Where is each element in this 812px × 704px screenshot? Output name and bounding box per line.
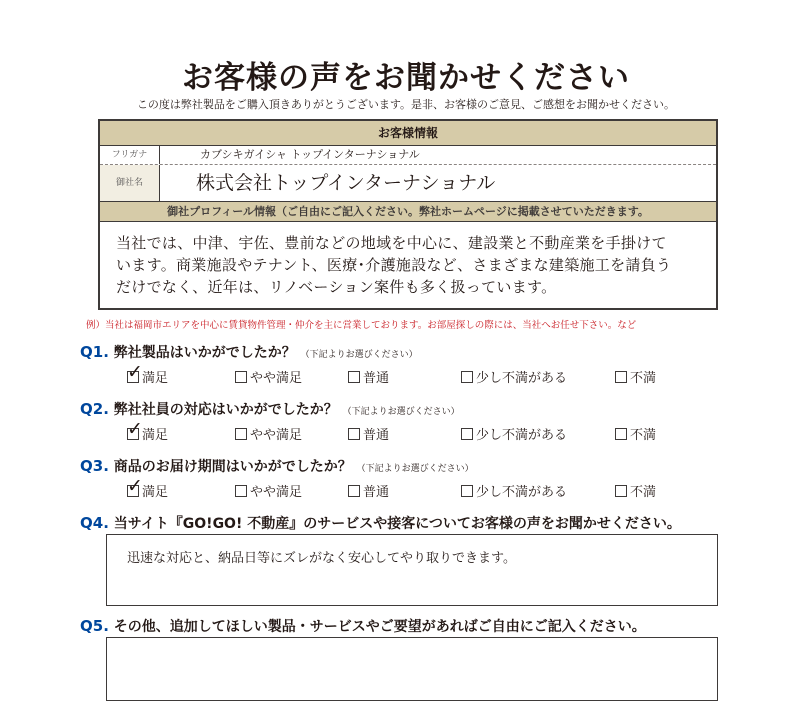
option-satisfied[interactable] xyxy=(127,417,169,443)
option-label: 満足 xyxy=(142,428,169,443)
q4-answer-field[interactable] xyxy=(106,534,718,606)
example-note: 例）当社は福岡市エリアを中心に賃貸物件管理・仲介を主に営業しております。お部屋探しの際には、当社へお任せ下さい。など xyxy=(86,320,637,331)
customer-info-panel xyxy=(98,119,718,310)
option-label: やや満足 xyxy=(250,428,303,443)
checkbox-icon[interactable] xyxy=(348,485,360,497)
option-label: 少し不満がある xyxy=(476,371,568,386)
page-title: お客様の声をお聞かせください xyxy=(182,60,630,96)
question-text: 商品のお届け期間はいかがでしたか？ xyxy=(113,459,352,475)
option-label: 不満 xyxy=(630,485,657,500)
option-label: 少し不満がある xyxy=(476,428,568,443)
question-hint: （下記よりお選びください） xyxy=(300,350,418,360)
question-hint: （下記よりお選びください） xyxy=(356,464,474,474)
kana-row xyxy=(100,146,716,165)
checkbox-icon[interactable] xyxy=(235,371,247,383)
question-2 xyxy=(80,399,460,419)
option-label: 不満 xyxy=(630,428,657,443)
company-name-field[interactable]: 株式会社トップインターナショナル xyxy=(196,172,496,194)
checkbox-icon[interactable] xyxy=(615,485,627,497)
question-5 xyxy=(80,616,646,636)
question-text: 弊社製品はいかがでしたか？ xyxy=(113,345,296,361)
profile-header: 御社プロフィール情報（ご自由にご記入ください。弊社ホームページに掲載させていただきます。 xyxy=(100,202,716,222)
option-label: 不満 xyxy=(630,371,657,386)
checkbox-icon[interactable] xyxy=(235,428,247,440)
checkbox-icon[interactable] xyxy=(235,485,247,497)
checkmark-icon: ✓ xyxy=(127,360,143,383)
checkbox-icon[interactable] xyxy=(615,428,627,440)
question-4 xyxy=(80,513,681,533)
option-label: 満足 xyxy=(142,485,169,500)
option-label: 普通 xyxy=(363,428,390,443)
profile-field[interactable] xyxy=(116,232,706,298)
checkbox-icon[interactable] xyxy=(461,428,473,440)
checkbox-icon[interactable] xyxy=(461,485,473,497)
company-name-row xyxy=(100,165,716,202)
checkbox-icon[interactable] xyxy=(348,371,360,383)
option-slightly-dissatisfied[interactable] xyxy=(461,367,567,386)
option-somewhat-satisfied[interactable] xyxy=(235,367,302,386)
checkmark-icon: ✓ xyxy=(127,474,143,497)
option-dissatisfied[interactable] xyxy=(615,481,656,500)
question-number: Q4. xyxy=(80,514,109,532)
question-text: 弊社社員の対応はいかがでしたか？ xyxy=(113,402,338,418)
option-neutral[interactable] xyxy=(348,424,389,443)
checkbox-icon[interactable] xyxy=(615,371,627,383)
checkbox-icon[interactable] xyxy=(127,417,143,440)
option-dissatisfied[interactable] xyxy=(615,367,656,386)
option-slightly-dissatisfied[interactable] xyxy=(461,481,567,500)
q5-answer-field[interactable] xyxy=(106,637,718,701)
profile-line: だけでなく、近年は、リノベーション案件も多く扱っています。 xyxy=(116,278,557,296)
option-dissatisfied[interactable] xyxy=(615,424,656,443)
question-text: 当サイト『GO!GO! 不動産』のサービスや接客についてお客様の声をお聞かせください。 xyxy=(113,516,681,532)
option-neutral[interactable] xyxy=(348,367,389,386)
customer-info-header: お客様情報 xyxy=(100,121,716,146)
option-label: やや満足 xyxy=(250,485,303,500)
question-1 xyxy=(80,342,418,362)
option-label: 満足 xyxy=(142,371,169,386)
option-satisfied[interactable] xyxy=(127,360,169,386)
checkbox-icon[interactable] xyxy=(348,428,360,440)
option-neutral[interactable] xyxy=(348,481,389,500)
question-number: Q5. xyxy=(80,617,109,635)
profile-line: 当社では、中津、宇佐、豊前などの地域を中心に、建設業と不動産業を手掛けて xyxy=(116,234,667,252)
question-number: Q2. xyxy=(80,400,109,418)
option-label: 普通 xyxy=(363,371,390,386)
option-satisfied[interactable] xyxy=(127,474,169,500)
profile-line: います。商業施設やテナント、医療･介護施設など、さまざまな建築施工を請負う xyxy=(116,256,672,274)
question-3 xyxy=(80,456,474,476)
checkbox-icon[interactable] xyxy=(461,371,473,383)
question-number: Q3. xyxy=(80,457,109,475)
company-name-label: 御社名 xyxy=(100,165,160,201)
kana-field[interactable]: カブシキガイシャ トップインターナショナル xyxy=(200,148,420,161)
option-label: 普通 xyxy=(363,485,390,500)
checkmark-icon: ✓ xyxy=(127,417,143,440)
checkbox-icon[interactable] xyxy=(127,474,143,497)
question-number: Q1. xyxy=(80,343,109,361)
option-somewhat-satisfied[interactable] xyxy=(235,481,302,500)
q4-answer-text: 迅速な対応と、納品日等にズレがなく安心してやり取りできます。 xyxy=(127,551,516,566)
question-text: その他、追加してほしい製品・サービスやご要望があればご自由にご記入ください。 xyxy=(113,619,646,635)
kana-label: フリガナ xyxy=(100,146,160,164)
option-label: 少し不満がある xyxy=(476,485,568,500)
option-slightly-dissatisfied[interactable] xyxy=(461,424,567,443)
question-hint: （下記よりお選びください） xyxy=(342,407,460,417)
page-subtitle: この度は弊社製品をご購入頂きありがとうございます。是非、お客様のご意見、ご感想をお聞かせください。 xyxy=(136,98,676,111)
option-label: やや満足 xyxy=(250,371,303,386)
option-somewhat-satisfied[interactable] xyxy=(235,424,302,443)
checkbox-icon[interactable] xyxy=(127,360,143,383)
